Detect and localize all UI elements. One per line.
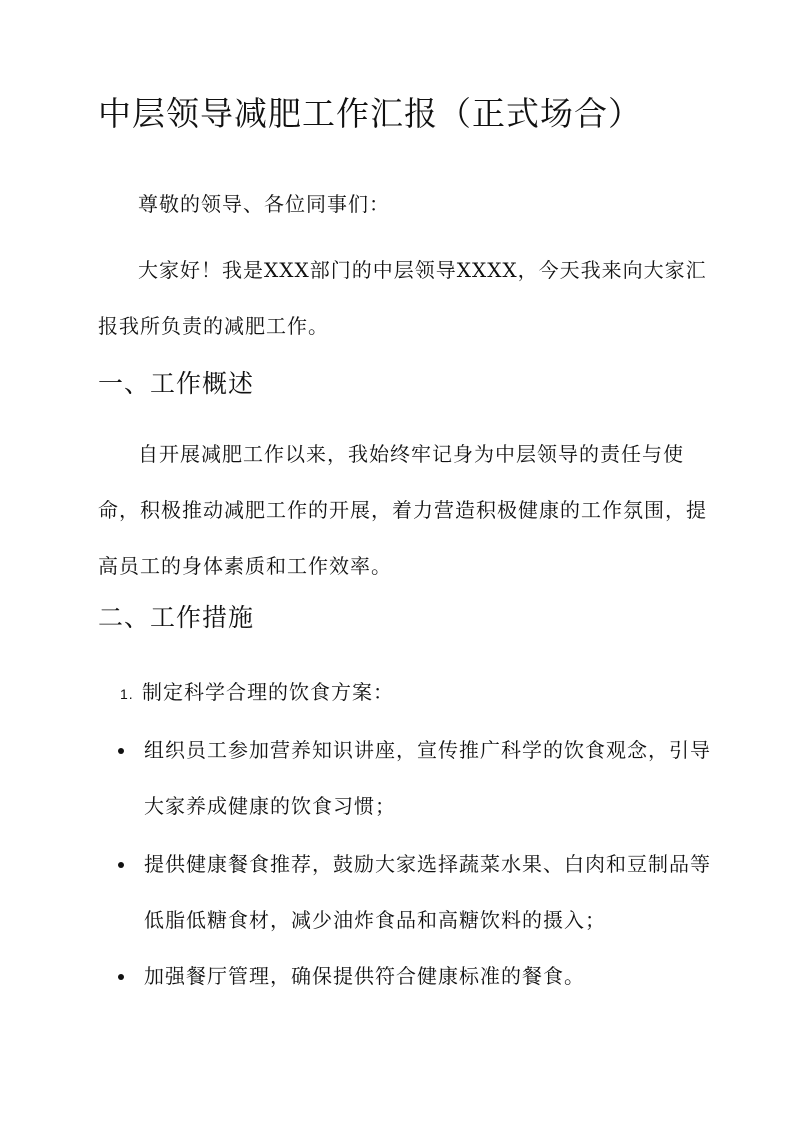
bullet-item — [112, 948, 712, 1004]
greeting: 尊敬的领导、各位同事们： — [138, 192, 390, 216]
section-heading-overview: 一、工作概述 — [98, 369, 255, 398]
bullet-item — [112, 722, 712, 834]
bullet-text: 提供健康餐食推荐，鼓励大家选择蔬菜水果、白肉和豆制品等低脂低糖食材，减少油炸食品和高糖饮料的摄入； — [144, 852, 711, 932]
list-number: 1. — [120, 685, 134, 702]
intro-paragraph: 大家好！我是XXX部门的中层领导XXXX，今天我来向大家汇报我所负责的减肥工作。 — [98, 258, 707, 338]
bullet-item — [112, 836, 712, 948]
bullet-text: 加强餐厅管理，确保提供符合健康标准的餐食。 — [144, 964, 585, 988]
bullet-text: 组织员工参加营养知识讲座，宣传推广科学的饮食观念，引导大家养成健康的饮食习惯； — [144, 738, 711, 818]
bullet-icon — [118, 974, 124, 980]
bullet-icon — [118, 862, 124, 868]
numbered-item-label: 制定科学合理的饮食方案： — [142, 680, 394, 704]
overview-paragraph: 自开展减肥工作以来，我始终牢记身为中层领导的责任与使命，积极推动减肥工作的开展，着力营造积极健康的工作氛围，提高员工的身体素质和工作效率。 — [98, 442, 707, 578]
numbered-item — [120, 676, 394, 710]
document-title: 中层领导减肥工作汇报（正式场合） — [98, 94, 642, 133]
section-heading-measures: 二、工作措施 — [98, 603, 255, 632]
bullet-icon — [118, 748, 124, 754]
